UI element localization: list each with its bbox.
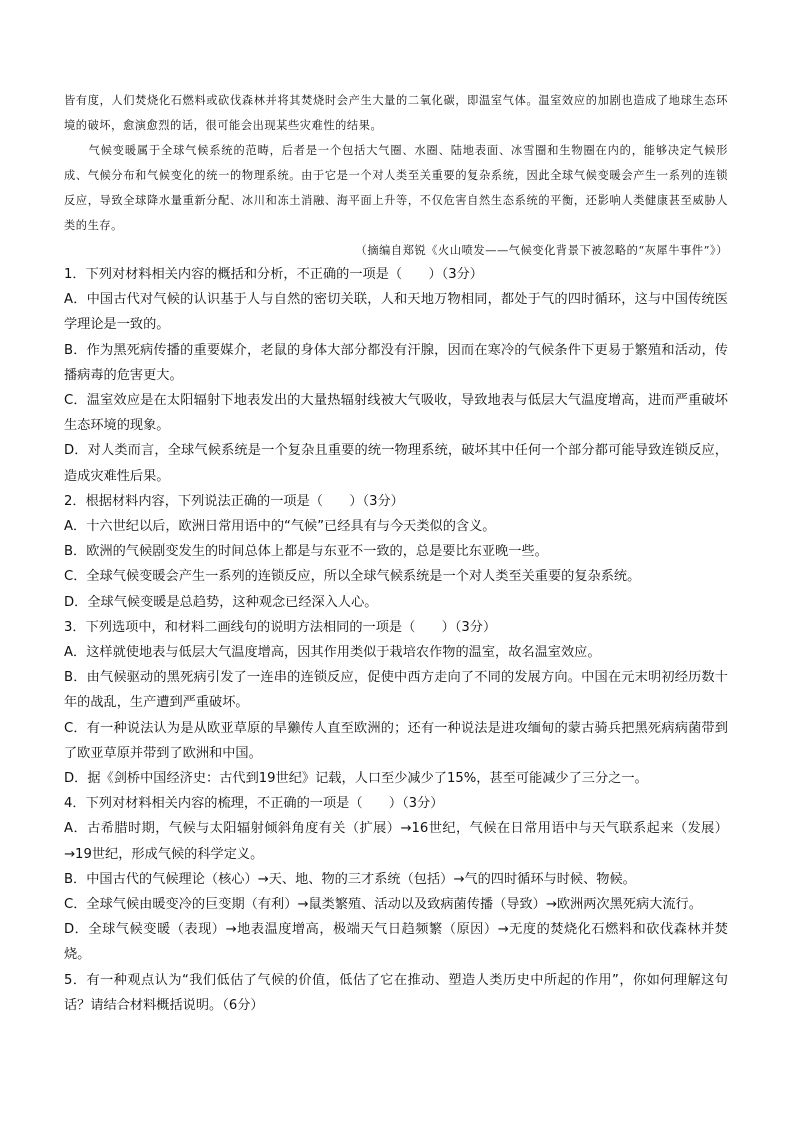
option-b: B．作为黑死病传播的重要媒介，老鼠的身体大部分都没有汗腺，因而在寒冷的气候条件下更易于繁殖和活动，传播病毒的危害更大。 bbox=[64, 342, 728, 383]
passage-paragraph-2: 气候变暖属于全球气候系统的范畴，后者是一个包括大气圈、水圈、陆地表面、冰雪圈和生物圈在内的，能够决定气候形成、气候分布和气候变化的统一的物理系统。由于它是一个对人类至关重要的复杂系统，因此全球气候变暖会产生一系列的连锁反应，导致全球降水量重新分配、冰川和冻土消融、海平面上升等，不仅危害自然生态系统的平衡，还影响人类健康甚至威胁人类的生存。 bbox=[64, 144, 728, 232]
passage-source: （摘编自郑锐《火山喷发——气候变化背景下被忽略的“灰犀牛事件”》） bbox=[355, 244, 728, 257]
option-b: B．欧洲的气候剧变发生的时间总体上都是与东亚不一致的，总是要比东亚晚一些。 bbox=[64, 544, 548, 560]
option-d: D．全球气候变暖（表现）→地表温度增高，极端天气日趋频繁（原因）→无度的焚烧化石燃料和砍伐森林并焚烧。 bbox=[64, 922, 728, 963]
option-a: A．这样就使地表与低层大气温度增高，因其作用类似于栽培农作物的温室，故名温室效应。 bbox=[64, 645, 601, 661]
option-b: B．中国古代的气候理论（核心）→天、地、物的三才系统（包括）→气的四时循环与时候、物候。 bbox=[64, 871, 636, 887]
option-c: C．全球气候变暖会产生一系列的连锁反应，所以全球气候系统是一个对人类至关重要的复杂系统。 bbox=[64, 569, 641, 585]
option-c: C．温室效应是在太阳辐射下地表发出的大量热辐射线被大气吸收，导致地表与低层大气温度增高，进而严重破坏生态环境的现象。 bbox=[64, 393, 728, 434]
question-list bbox=[64, 262, 728, 1018]
option-c: C．有一种说法认为是从欧亚草原的旱獭传人直至欧洲的；还有一种说法是进攻缅甸的蒙古骑兵把黑死病病菌带到了欧亚草原并带到了欧洲和中国。 bbox=[64, 720, 728, 761]
question-4 bbox=[64, 791, 728, 967]
question-stem: 4．下列对材料相关内容的梳理，不正确的一项是（ ）（3分） bbox=[64, 796, 444, 812]
passage-paragraph-1: 皆有度，人们焚烧化石燃料或砍伐森林并将其焚烧时会产生大量的二氧化碳，即温室气体。温室效应的加剧也造成了地球生态环境的破坏，愈演愈烈的话，很可能会出现某些灾难性的结果。 bbox=[64, 94, 728, 132]
question-2 bbox=[64, 489, 728, 615]
option-a: A．十六世纪以后，欧洲日常用语中的“气候”已经具有与今天类似的含义。 bbox=[64, 519, 496, 535]
question-stem: 2．根据材料内容，下列说法正确的一项是（ ）（3分） bbox=[64, 493, 404, 509]
question-stem: 3．下列选项中，和材料二画线句的说明方法相同的一项是（ ）（3分） bbox=[64, 619, 497, 635]
option-b: B．由气候驱动的黑死病引发了一连串的连锁反应，促使中西方走向了不同的发展方向。中国在元末明初经历数十年的战乱，生产遭到严重破坏。 bbox=[64, 670, 728, 711]
question-1 bbox=[64, 262, 728, 489]
option-d: D．全球气候变暖是总趋势，这种观念已经深入人心。 bbox=[64, 594, 378, 610]
question-5 bbox=[64, 968, 728, 1018]
option-d: D．对人类而言，全球气候系统是一个复杂且重要的统一物理系统，破坏其中任何一个部分都可能导致连锁反应，造成灾难性后果。 bbox=[64, 443, 728, 484]
question-3 bbox=[64, 615, 728, 791]
option-d: D．据《剑桥中国经济史：古代到19世纪》记载，人口至少减少了15%，甚至可能减少了三分之一。 bbox=[64, 771, 648, 787]
option-a: A．中国古代对气候的认识基于人与自然的密切关联，人和天地万物相同，都处于气的四时循环，这与中国传统医学理论是一致的。 bbox=[64, 292, 728, 333]
reading-passage bbox=[64, 88, 728, 263]
question-stem: 5．有一种观点认为“我们低估了气候的价值，低估了它在推动、塑造人类历史中所起的作用”，你如何理解这句话？请结合材料概括说明。（6分） bbox=[64, 972, 728, 1013]
question-stem: 1．下列对材料相关内容的概括和分析，不正确的一项是（ ）（3分） bbox=[64, 267, 483, 282]
option-a: A．古希腊时期，气候与太阳辐射倾斜角度有关（扩展）→16世纪，气候在日常用语中与天气联系起来（发展）→19世纪，形成气候的科学定义。 bbox=[64, 821, 728, 862]
option-c: C．全球气候由暖变冷的巨变期（有利）→鼠类繁殖、活动以及致病菌传播（导致）→欧洲两次黑死病大流行。 bbox=[64, 897, 702, 913]
